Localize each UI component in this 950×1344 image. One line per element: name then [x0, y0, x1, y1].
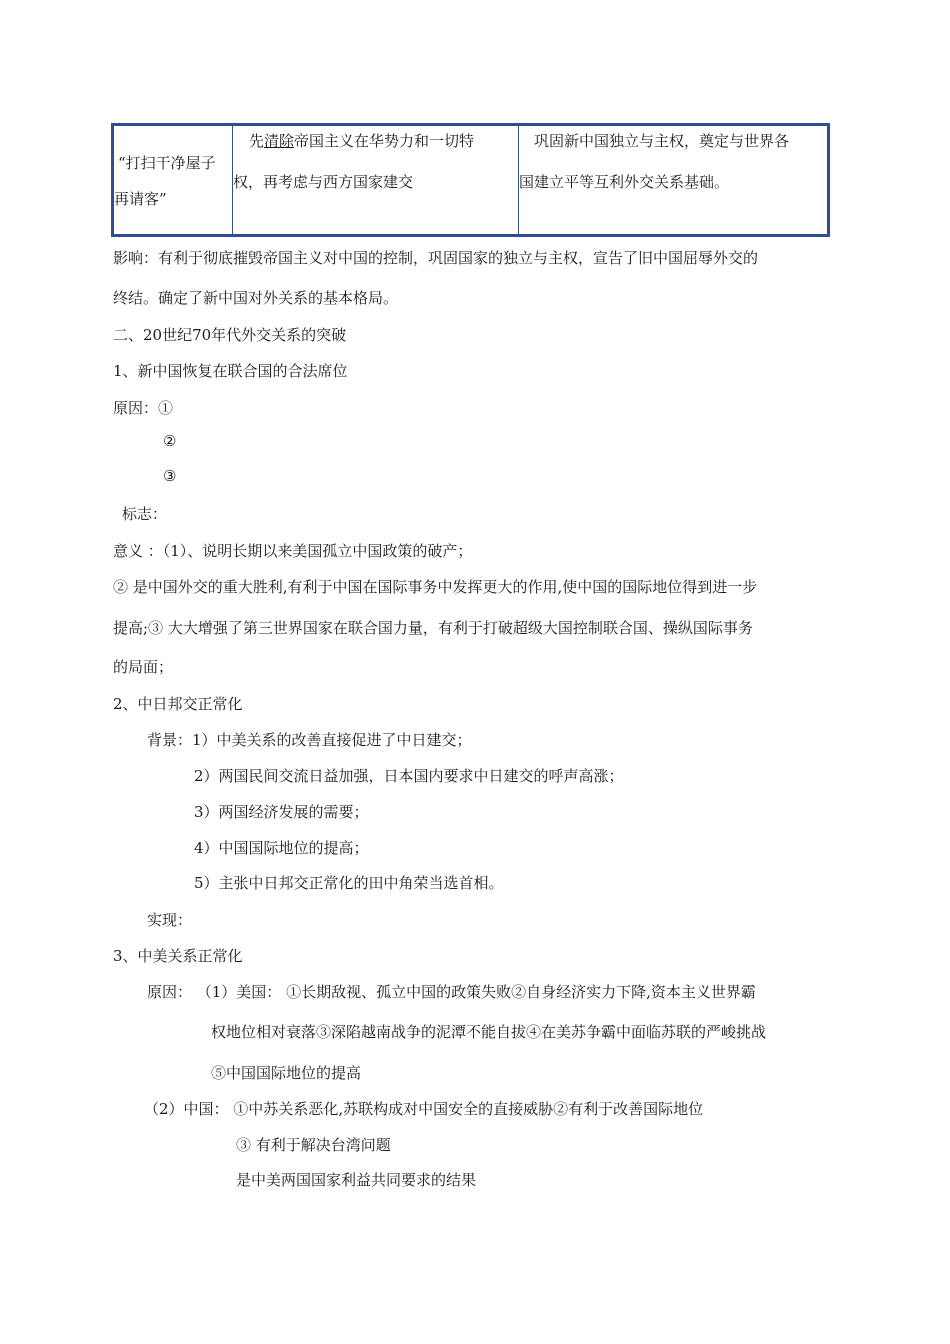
table-cell-policy [114, 126, 232, 234]
paragraph-line: 意义 ：（1）、说明长期以来美国孤立中国政策的破产； [113, 542, 473, 560]
subsection-heading: 2、中日邦交正常化 [113, 695, 243, 713]
paragraph-line: 2）两国民间交流日益加强，日本国内要求中日建交的呼声高涨； [194, 767, 624, 785]
paragraph-line: 终结。确定了新中国对外关系的基本格局。 [113, 289, 399, 307]
paragraph-line: 原因： （1）美国： ①长期敌视、孤立中国的政策失败②自身经济实力下降,资本主义世界霸 [147, 983, 756, 1001]
cell-text: 再请客” [114, 190, 167, 208]
paragraph-line: ⑤中国国际地位的提高 [211, 1064, 362, 1082]
cell-text: 巩固新中国独立与主权，奠定与世界各 [534, 132, 790, 150]
paragraph-line: 5）主张中日邦交正常化的田中角荣当选首相。 [194, 874, 504, 892]
paragraph-line: 是中美两国国家利益共同要求的结果 [236, 1171, 477, 1189]
policy-table [111, 123, 830, 237]
paragraph-line: （2）中国： ①中苏关系恶化,苏联构成对中国安全的直接威胁②有利于改善国际地位 [144, 1100, 704, 1118]
paragraph-line: ② 是中国外交的重大胜利,有利于中国在国际事务中发挥更大的作用,使中国的国际地位得到进一步 [113, 578, 758, 596]
table-cell-content [232, 126, 519, 234]
paragraph-line: ③ 有利于解决台湾问题 [236, 1136, 391, 1154]
paragraph-line: 原因：① [113, 399, 174, 417]
cell-text: “打扫干净屋子 [118, 154, 216, 172]
paragraph-line: 标志： [122, 505, 168, 523]
paragraph-line: 影响：有利于彻底摧毁帝国主义对中国的控制，巩固国家的独立与主权，宣告了旧中国屈辱外交的 [113, 249, 759, 267]
paragraph-line: 实现： [147, 911, 193, 929]
paragraph-line: 权地位相对衰落③深陷越南战争的泥潭不能自拔④在美苏争霸中面临苏联的严峻挑战 [211, 1023, 767, 1041]
paragraph-line: 4）中国国际地位的提高； [194, 839, 369, 857]
paragraph-line: 3）两国经济发展的需要； [194, 803, 369, 821]
paragraph-line: ② [163, 432, 177, 450]
cell-text: 先清除帝国主义在华势力和一切特 [249, 132, 475, 150]
subsection-heading: 3、中美关系正常化 [113, 947, 243, 965]
section-heading: 二、20世纪70年代外交关系的突破 [113, 326, 347, 344]
paragraph-line: 背景：1）中美关系的改善直接促进了中日建交； [147, 731, 472, 749]
paragraph-line: 的局面； [113, 658, 174, 676]
table-cell-purpose [519, 126, 827, 234]
paragraph-line: ③ [163, 467, 177, 485]
cell-text: 国建立平等互利外交关系基础。 [519, 173, 730, 191]
paragraph-line: 提高;③ 大大增强了第三世界国家在联合国力量，有利于打破超级大国控制联合国、操纵国际事务 [113, 619, 753, 637]
cell-text: 权，再考虑与西方国家建交 [233, 173, 414, 191]
underlined-text: 清除 [264, 132, 295, 150]
subsection-heading: 1、新中国恢复在联合国的合法席位 [113, 362, 348, 380]
